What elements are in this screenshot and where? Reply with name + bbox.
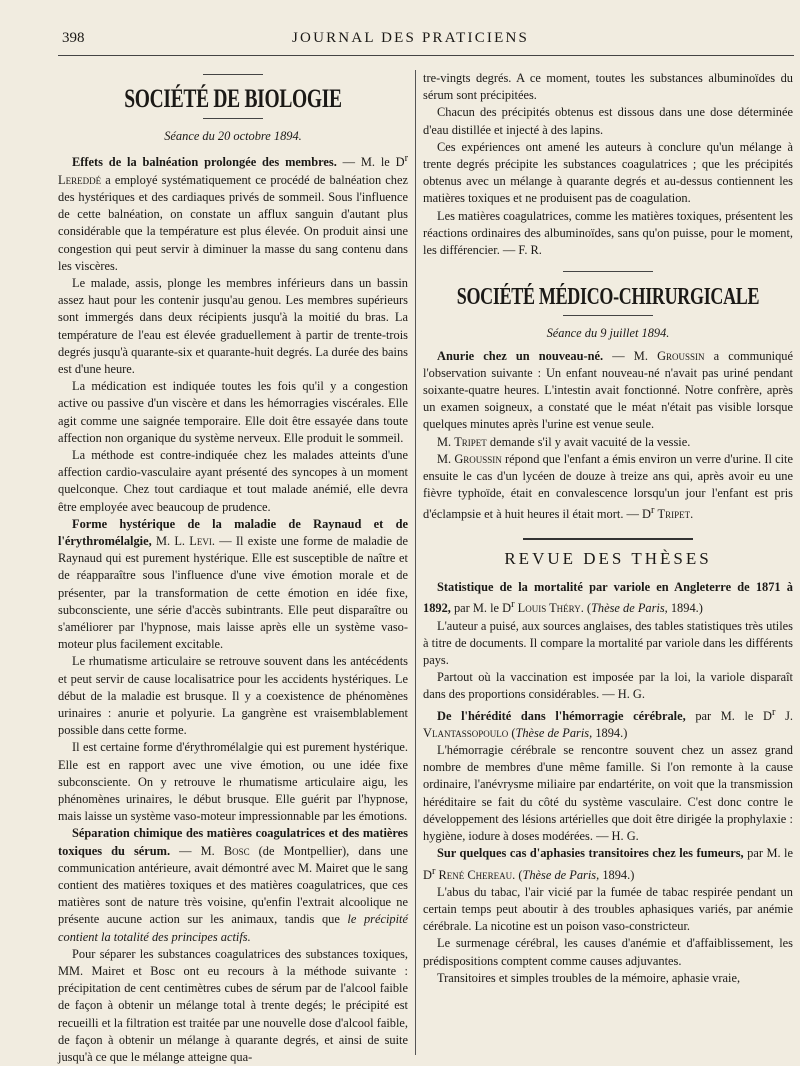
running-title: JOURNAL DES PRATICIENS — [292, 30, 530, 46]
section-rule — [563, 271, 653, 272]
author-name: Bosc — [223, 843, 250, 858]
paragraph: La médication est indiquée toutes les fois qu'il y a congestion active ou passive d'un viscère et dans les hémorragies viscérales. Elle agit comme une saignée temporaire. Elle doit être essayée dans toute affection non organique du système nerveux. Elle produit le sommeil. — [58, 379, 408, 445]
paragraph: L'abus du tabac, l'air vicié par la fumée de tabac respirée pendant un certain temps peut aboutir à des troubles aphasiques variés, par anémie cérébrale. La nicotine est un poison vaso-constricteur. — [423, 884, 793, 934]
paragraph: M. Groussin répond que l'enfant a émis environ un verre d'urine. Il cite ensuite le cas d'un lycéen de douze à treize ans qui, après avoir eu une fièvre typhoïde, était en convalescence lorsqu'un jour l'enfant est pris d'éclampsie et à huit heures il était mort. — $D^r$ Tripet. — [423, 451, 794, 522]
section-title-medico: SOCIÉTÉ MÉDICO-CHIRURGICALE — [456, 282, 760, 310]
section-title-revue: REVUE DES THÈSES — [504, 548, 712, 568]
paragraph: Le rhumatisme articulaire se retrouve souvent dans les antécédents et peut servir de cause localisatrice pour les accidents hystériques. Le début de la maladie est brusque. Il y a coexistence de phénomènes urinaires : anurie et polyurie. La gangrène est vraisemblablement possible dans cette forme. — [58, 654, 408, 738]
article-separation: Séparation chimique des matières coagulatrices et des matières toxiques du sérum. — M. Bosc (de Montpellier), dans une communication antérieure, avait démontré avec M. Mairet que le sang contient des matières toxiques et des matières coagulatrices, que ces matières sont de nature très voisine, qu'enfin l'extrait alcoolique ne présente aucune action sur les animaux, tandis que le précipité contient la totalité des principes actifs. — [58, 826, 408, 944]
article-anurie: Anurie chez un nouveau-né. — M. Groussin a communiqué l'observation suivante : Un enfant nouveau-né n'avait pas uriné pendant soixante-quatre heures. L'intestin avait fonctionné. Notre confrère, après un examen soigneux, a constaté que le méat n'était pas visible lorsque quelques minutes après l'urine est venue seule. — [423, 348, 793, 432]
paragraph: Transitoires et simples troubles de la mémoire, aphasie vraie, — [437, 970, 741, 985]
left-column — [58, 70, 408, 1066]
paragraph: La méthode est contre-indiquée chez les malades atteints d'une affection cardio-vasculaire ayant présenté des syncopes à un moment quelconque. Chez tout cardiaque et tout malade anémié, elle devra être employée avec beaucoup de prudence. — [58, 447, 408, 514]
paragraph: Chacun des précipités obtenus est dissous dans une dose déterminée d'eau distillée et injecté à des lapins. — [423, 105, 793, 137]
header-rule — [58, 55, 794, 56]
paragraph: L'hémorragie cérébrale se rencontre souvent chez un assez grand nombre de membres d'une même famille. Si l'on remonte à la cause ordinaire, l'anévrysme miliaire par endartérite, on voit que la transmission héréditaire se fait du côté du système vasculaire. C'est donc contre le développement des lésions artérielles que doit être dirigée la prophylaxie : hygiène, iodure à doses modérées. — H. G. — [423, 743, 793, 844]
seance-date: Séance du 20 octobre 1894. — [164, 129, 302, 144]
author-name: Groussin — [657, 348, 705, 363]
section-rule — [563, 315, 653, 316]
article-balneation: Effets de la balnéation prolongée des membres. — M. le $D^r$ Lereddé a employé systématiquement ce procédé de balnéation chez des hystériques et des cardiaques privés de sommeil. Sous l'influence de cette balnéation, on constate un afflux sanguin d'autant plus considérable que la température est plus élevée. On produit ainsi une congestion qui peut servir à diminuer la masse du sang contenu dans les viscères. — [58, 153, 409, 273]
section-rule — [203, 118, 263, 119]
article-title: Effets de la balnéation prolongée des membres. — [72, 155, 337, 170]
page-number: 398 — [62, 30, 85, 46]
seance-date: Séance du 9 juillet 1894. — [546, 326, 670, 341]
paragraph: Il est certaine forme d'érythromélalgie qui est purement hystérique. Elle est en rapport avec une vive émotion, ou une idée fixe subconsciente. On y retrouve le rhumatisme articulaire aigu, les phénomènes urinaires, le début brusque. Elle guérit par l'hypnose, mais laisse un système vaso-moteur impressionnable par les émotions. — [58, 740, 408, 824]
article-title: Séparation chimique des matières coagulatrices et des matières toxiques du sérum. — [58, 826, 408, 858]
section-rule — [203, 74, 263, 75]
author-name: Levi — [189, 534, 212, 548]
right-column — [423, 70, 793, 987]
paragraph: L'auteur a puisé, aux sources anglaises, des tables statistiques très utiles à titre de documents. Il compare la mortalité par variole dans les différents pays. — [423, 618, 793, 667]
author-name: Tripet — [454, 434, 487, 449]
article-title: Anurie chez un nouveau-né. — [437, 348, 604, 363]
author-name: Tripet — [657, 507, 691, 522]
paragraph: Ces expériences ont amené les auteurs à conclure qu'un mélange à trente degrés précipite les substances coagulatrices ; que les précipités obtenus avec un mélange à quarante degrés et au-dessus contiennent les matières toxiques et ne produisent pas de coagulation. — [423, 139, 793, 206]
author-name: Groussin — [454, 451, 502, 466]
article-aphasies: Sur quelques cas d'aphasies transitoires chez les fumeurs, par M. le $D^r$ René Chereau. (Thèse de Paris, 1894.) — [423, 846, 793, 882]
article-heredite: De l'hérédité dans l'hémorragie cérébrale, par M. le $D^r$ J. Vlantassopoulo (Thèse de Paris, 1894.) — [423, 706, 793, 740]
column-divider — [415, 70, 416, 1055]
article-title: Forme hystérique de la maladie de Raynaud et de l'érythromélalgie, — [58, 516, 408, 548]
article-title: De l'hérédité dans l'hémorragie cérébrale, — [437, 708, 686, 723]
paragraph: Pour séparer les substances coagulatrices des substances toxiques, MM. Mairet et Bosc ont eu recours à la méthode suivante : précipitation de cent centimètres cubes de sérum par de l'alcool faible de façon à obtenir un mélange total à trente degés; le précipité est recueilli et la filtration est traitée par une nouvelle dose d'alcool faible, de façon à obtenir un mélange à quarante degrés, et ainsi de suite jusqu'à ce que le mélange atteigne qua- — [58, 946, 408, 1065]
author-name: Lereddé — [58, 172, 102, 187]
article-raynaud: Forme hystérique de la maladie de Raynaud et de l'érythromélalgie, M. L. Levi. — Il existe une forme de maladie de Raynaud qui est purement hystérique. Elle est susceptible de naître et de réapparaître sous l'influence d'une vive émotion morale et de présenter, par la transformation de cette émotion en idée fixe, subconsciente, une série d'accès subintrants. Elle peut disparaître ou s'améliorer par l'hypnose, mais laisse après elle un système vaso-moteur plus facilement excitable. — [58, 516, 409, 652]
paragraph: M. Tripet demande s'il y avait vacuité de la vessie. — [437, 434, 691, 449]
paragraph: Partout où la vaccination est imposée par la loi, la variole disparaît dans des proportions considérables. — H. G. — [423, 670, 793, 702]
section-title-biologie: SOCIÉTÉ DE BIOLOGIE — [124, 85, 342, 114]
author-name: Vlantassopoulo — [423, 725, 509, 740]
article-title: Statistique de la mortalité par variole en Angleterre de 1871 à 1892, — [423, 580, 793, 616]
author-name: René Chereau — [438, 867, 513, 882]
author-name: Louis Théry — [517, 601, 581, 616]
article-title: Sur quelques cas d'aphasies transitoires chez les fumeurs, — [437, 846, 744, 861]
paragraph: tre-vingts degrés. A ce moment, toutes les substances albuminoïdes du sérum sont précipitées. — [423, 71, 793, 103]
paragraph: Le surmenage cérébral, les causes d'anémie et d'affaiblissement, les prédispositions comptent comme causes adjuvantes. — [423, 936, 793, 968]
article-variole: Statistique de la mortalité par variole en Angleterre de 1871 à 1892, par M. le $D^r$ Louis Théry. (Thèse de Paris, 1894.) — [423, 580, 793, 616]
paragraph: Le malade, assis, plonge les membres inférieurs dans un bassin assez haut pour les contenir jusqu'au genou. Les membres supérieurs sont immergés dans deux récipients jusqu'à la moitié du bras. La température de l'eau est élevée graduellement à partir de trente-trois degrés jusqu'à quarante-six et quarante-huit degrés. La durée des bains est d'une heure. — [58, 275, 408, 376]
section-rule — [523, 538, 693, 540]
paragraph: Les matières coagulatrices, comme les matières toxiques, présentent les réactions ordinaires des albuminoïdes, sans qu'on puisse, pour le moment, les différencier. — F. R. — [423, 208, 793, 258]
